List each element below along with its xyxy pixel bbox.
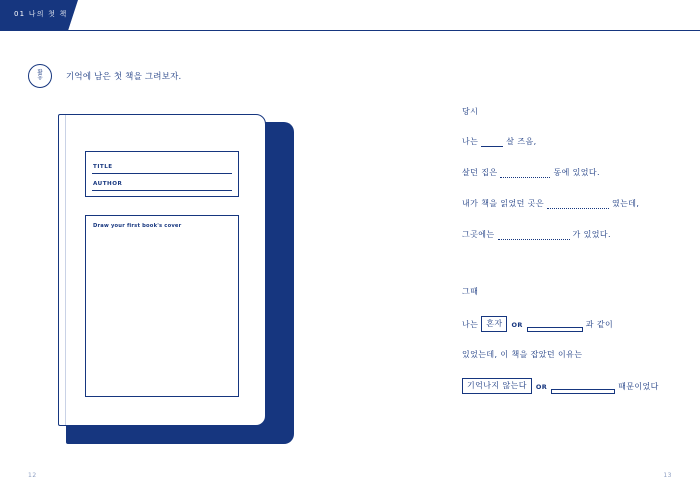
- or-separator-1: OR: [511, 321, 523, 329]
- fill-line-1[interactable]: [462, 136, 674, 149]
- book-cover: [58, 114, 266, 426]
- activity-instruction: 기억에 남은 첫 책을 그려보자.: [66, 72, 182, 82]
- choice-reason-input[interactable]: [551, 389, 615, 394]
- author-label: AUTHOR: [93, 181, 123, 187]
- fill-line-4-blank[interactable]: [498, 239, 570, 240]
- fill-line-2[interactable]: [462, 167, 674, 180]
- worksheet-heading-1: 당시: [462, 107, 479, 116]
- page-number-left: 12: [28, 472, 37, 479]
- or-separator-2: OR: [535, 383, 548, 391]
- fill-line-4[interactable]: [462, 229, 674, 242]
- header-divider: [0, 30, 700, 31]
- activity-badge-top: 활: [37, 69, 43, 76]
- title-label: TITLE: [93, 164, 113, 170]
- book-illustration: [58, 114, 290, 440]
- fill-line-1-blank[interactable]: [481, 146, 503, 147]
- choice-line-3[interactable]: [462, 378, 674, 394]
- choice-dont-remember-option[interactable]: 기억나지 않는다: [462, 378, 532, 394]
- fill-line-2-before: 살던 집은: [462, 168, 498, 177]
- book-spine: [65, 115, 66, 425]
- fill-line-2-blank[interactable]: [500, 177, 550, 178]
- choice-line-1[interactable]: [462, 316, 674, 332]
- author-write-line[interactable]: [92, 190, 232, 191]
- choice-line-2: 있었는데, 이 책을 잡았던 이유는: [462, 350, 583, 359]
- fill-line-3-before: 내가 책을 읽었던 곳은: [462, 199, 544, 208]
- activity-badge-bottom: 동: [37, 75, 43, 81]
- worksheet-heading-2: 그때: [462, 287, 479, 296]
- activity-badge: [28, 64, 52, 88]
- book-meta-box: [85, 151, 239, 197]
- cover-drawing-area[interactable]: [85, 215, 239, 397]
- activity-prompt: [28, 64, 181, 88]
- worksheet: [462, 106, 674, 412]
- fill-line-3-after: 였는데,: [611, 199, 640, 208]
- fill-line-3[interactable]: [462, 198, 674, 211]
- choice-line-1-after: 과 같이: [585, 320, 614, 329]
- fill-line-4-after: 가 있었다.: [572, 230, 611, 239]
- fill-line-4-before: 그곳에는: [462, 230, 495, 239]
- choice-alone-option[interactable]: 혼자: [481, 316, 507, 332]
- fill-line-1-before: 나는: [462, 137, 479, 146]
- title-write-line[interactable]: [92, 173, 232, 174]
- choice-line-3-after: 때문이었다: [618, 382, 659, 391]
- page-number-right: 13: [663, 472, 672, 479]
- fill-line-2-after: 동에 있었다.: [553, 168, 600, 177]
- fill-line-1-after: 살 즈음,: [506, 137, 537, 146]
- choice-line-1-before: 나는: [462, 320, 479, 329]
- worksheet-spacer: [462, 260, 674, 286]
- cover-drawing-hint: Draw your first book's cover: [93, 223, 182, 229]
- chapter-label: 01 나의 첫 책: [14, 10, 68, 18]
- fill-line-3-blank[interactable]: [547, 208, 609, 209]
- choice-companion-input[interactable]: [527, 327, 583, 332]
